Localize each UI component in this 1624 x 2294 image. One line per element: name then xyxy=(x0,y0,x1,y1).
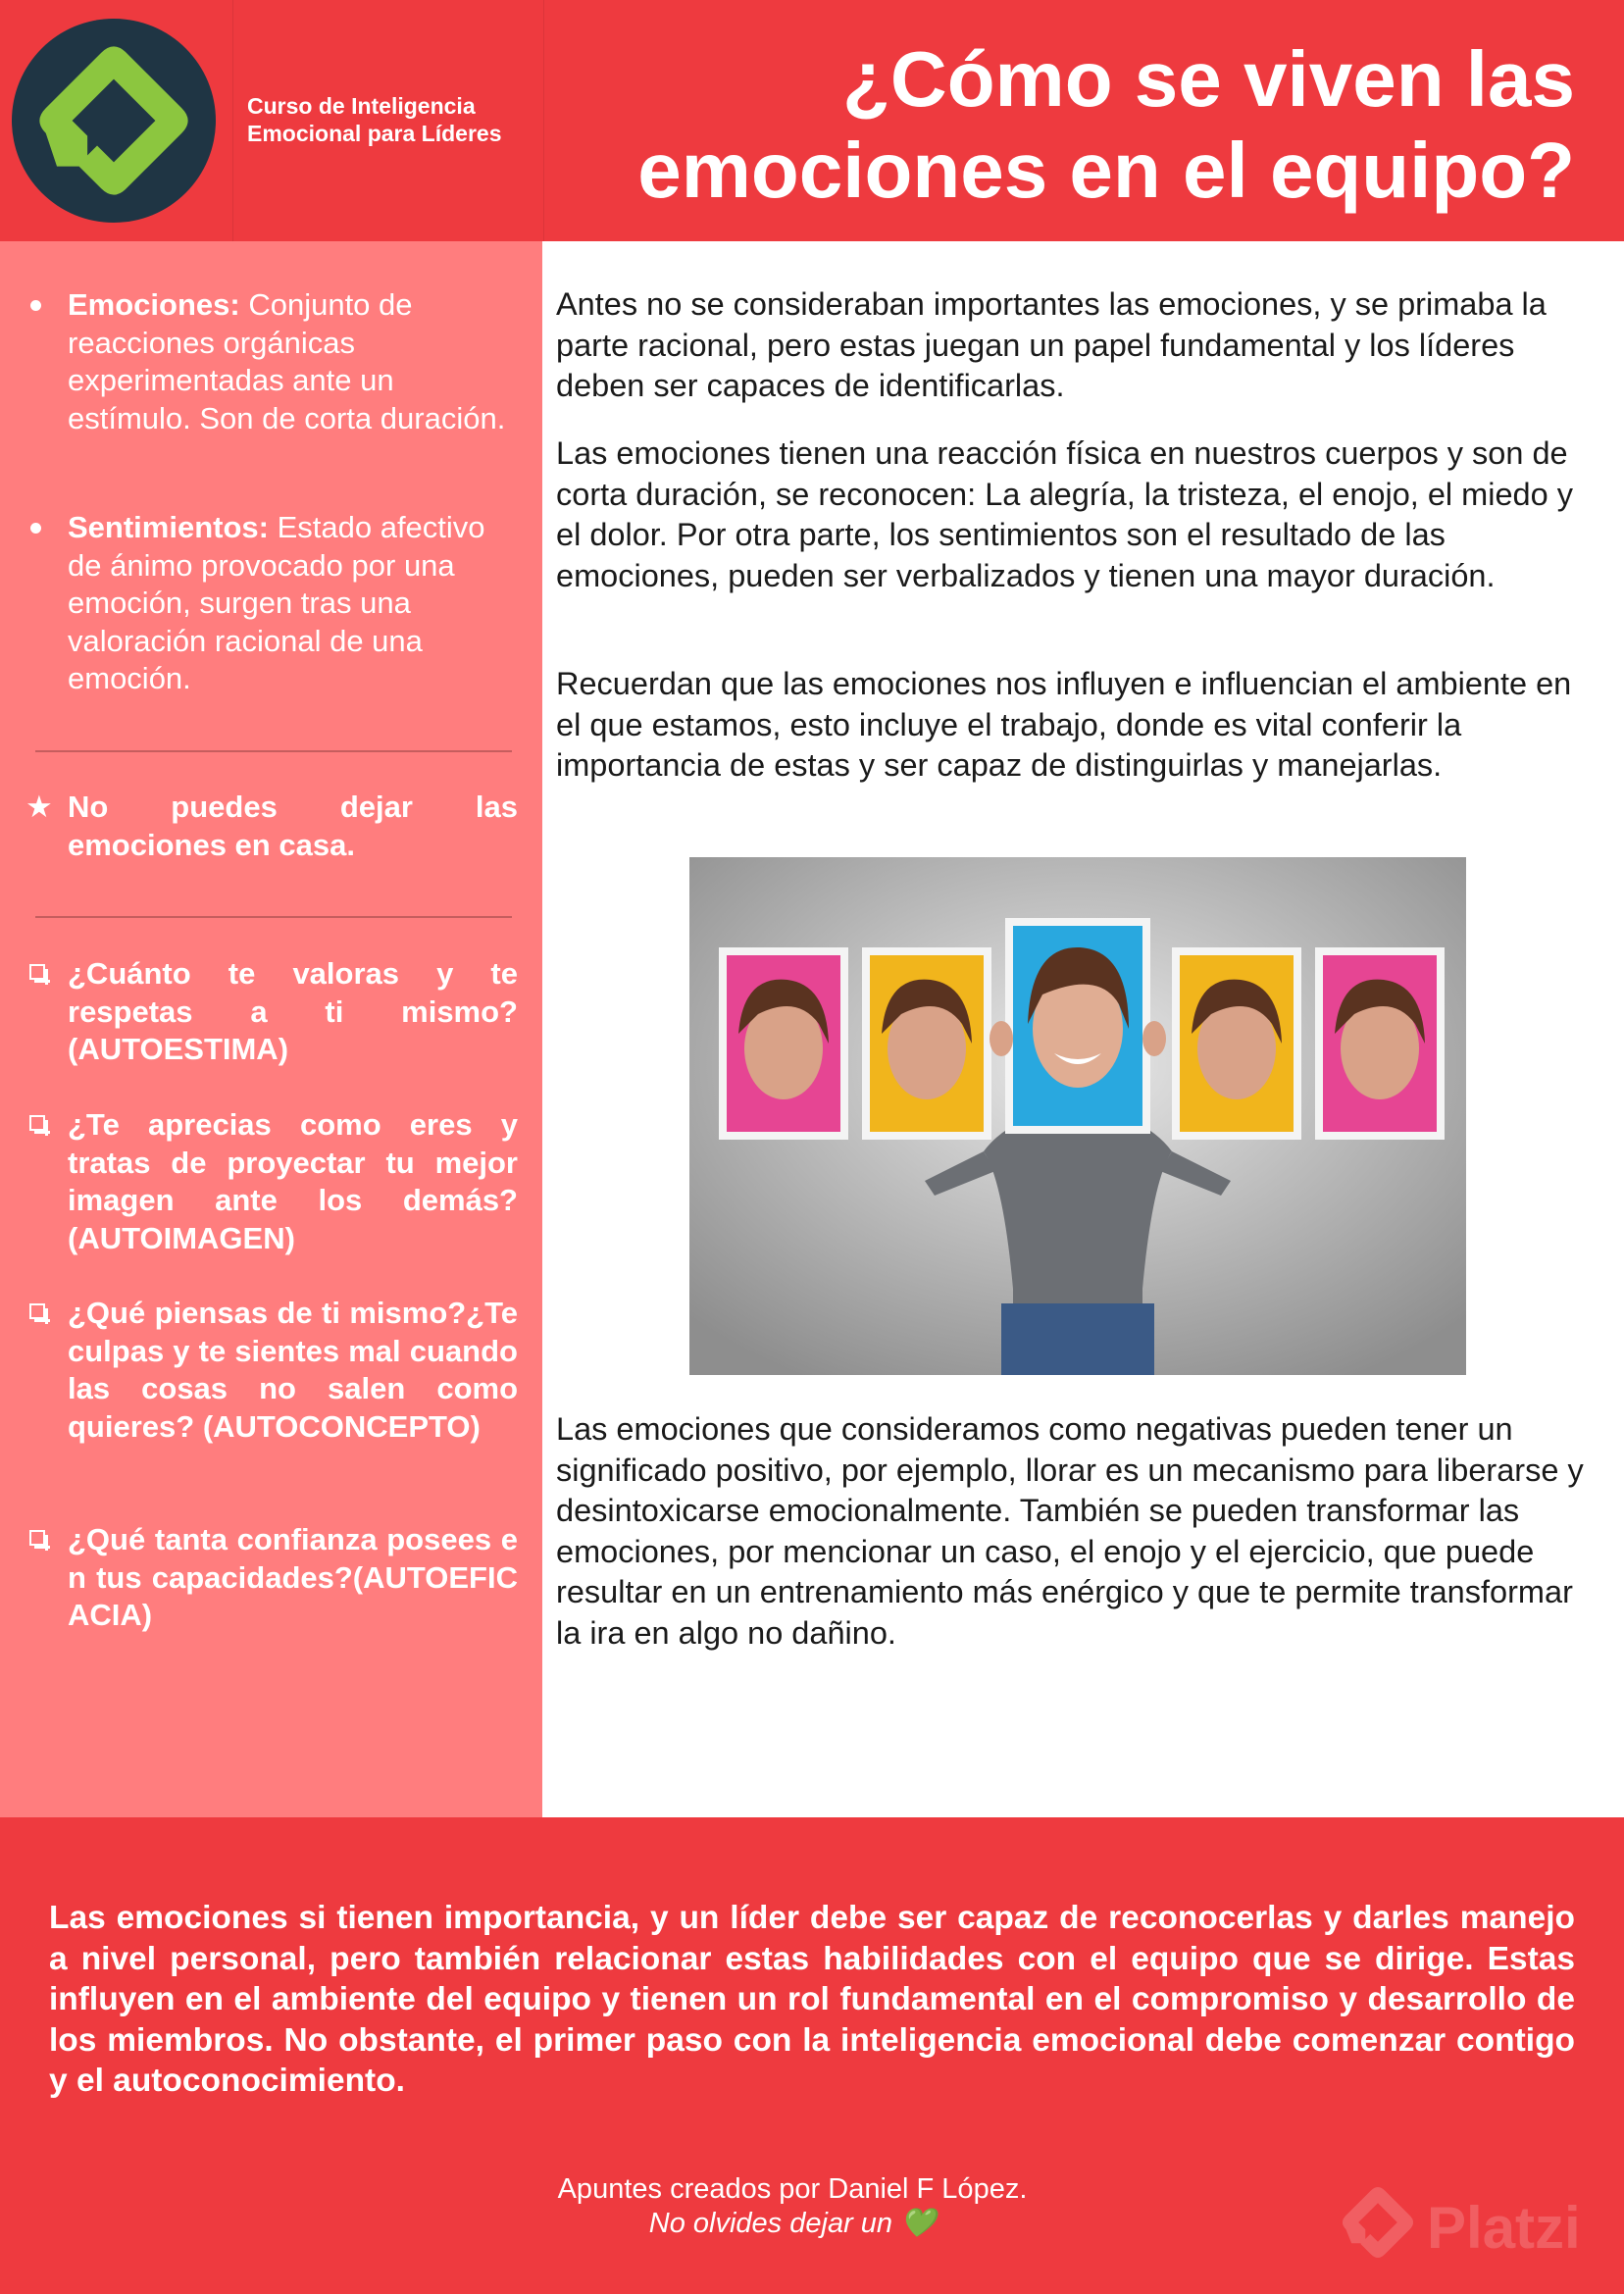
paragraph: Antes no se consideraban importantes las emociones, y se primaba la parte racional, pero estas juegan un papel fundamental y los líderes deben ser capaces de identificarlas. xyxy=(556,286,1547,403)
paragraph: Las emociones tienen una reacción física en nuestros cuerpos y son de corta duración, se reconocen: La alegría, la tristeza, el enojo, el miedo y el dolor. Por otra parte, los sentimientos son el resultado de las emociones, pueden ser verbalizados y tienen una mayor duración. xyxy=(556,435,1573,593)
paragraph: Las emociones que consideramos como negativas pueden tener un significado positivo, por ejemplo, llorar es un mecanismo para liberarse y desintoxicarse emocionalmente. También se pueden transformar las emociones, por mencionar un caso, el enojo y el ejercicio, que puede resultar en un entrenamiento más enérgico y que te permite transformar la ira en algo no dañino. xyxy=(556,1411,1584,1651)
box-bullet-icon xyxy=(29,1303,45,1319)
question-text: ¿Cuánto te valoras y te respetas a ti mismo? (AUTOESTIMA) xyxy=(68,956,518,1066)
box-bullet-icon xyxy=(29,964,45,980)
course-name-line2: Emocional para Líderes xyxy=(247,121,502,146)
star-icon: ★ xyxy=(25,790,53,824)
page-title-line1: ¿Cómo se viven las xyxy=(842,35,1575,123)
question-item xyxy=(25,1521,518,1635)
header-banner xyxy=(0,0,1624,241)
course-name xyxy=(247,92,541,147)
sidebar xyxy=(0,241,542,1817)
question-item xyxy=(25,1106,518,1257)
question-text: ¿Qué tanta confianza posees en tus capacidades?(AUTOEFICACIA) xyxy=(68,1522,518,1632)
watermark-text: Platzi xyxy=(1427,2195,1581,2261)
note-item xyxy=(25,789,518,864)
definition-item xyxy=(25,509,518,698)
section-divider xyxy=(35,916,512,918)
note-text: No puedes dejar las emociones en casa. xyxy=(68,790,518,862)
header-divider xyxy=(232,0,233,241)
definition-term: Emociones: xyxy=(68,287,240,322)
course-name-line1: Curso de Inteligencia xyxy=(247,93,476,119)
footer-banner xyxy=(0,1817,1624,2294)
question-item xyxy=(25,1295,518,1446)
platzi-logo-icon xyxy=(12,19,216,223)
page-title-line2: emociones en el equipo? xyxy=(637,127,1575,214)
definition-text: Conjunto de reacciones orgánicas experimentadas ante un estímulo. Son de corta duración. xyxy=(68,287,506,435)
paragraph: Recuerdan que las emociones nos influyen e influencian el ambiente en el que estamos, esto incluye el trabajo, donde es vital conferir la importancia de estas y ser capaz de distinguirlas y manejarlas. xyxy=(556,666,1572,783)
bullet-dot-icon xyxy=(30,300,41,311)
author-credit: Apuntes creados por Daniel F López. xyxy=(557,2173,1028,2205)
summary-text: Las emociones si tienen importancia, y un líder debe ser capaz de reconocerlas y darles manejo a nivel personal, pero también relacionar estas habilidades con el equipo que se dirige. Estas influyen en el ambiente del equipo y tienen un rol fundamental en el compromiso y desarrollo de los miembros. No obstante, el primer paso con la inteligencia emocional debe comenzar contigo y el autoconocimiento. xyxy=(49,1900,1575,2100)
section-divider xyxy=(35,750,512,752)
definition-term: Sentimientos: xyxy=(68,510,269,544)
bullet-dot-icon xyxy=(30,523,41,534)
emotions-photo xyxy=(689,857,1466,1375)
platzi-watermark-icon xyxy=(1334,2178,1608,2267)
page-title xyxy=(565,33,1575,216)
question-text: ¿Te aprecias como eres y tratas de proyectar tu mejor imagen ante los demás? (AUTOIMAGEN) xyxy=(68,1107,518,1255)
box-bullet-icon xyxy=(29,1115,45,1131)
definition-text: Estado afectivo de ánimo provocado por una emoción, surgen tras una valoración racional de una emoción. xyxy=(68,510,485,695)
box-bullet-icon xyxy=(29,1530,45,1546)
header-divider xyxy=(543,0,544,241)
definition-item xyxy=(25,286,518,437)
question-item xyxy=(25,955,518,1069)
question-text: ¿Qué piensas de ti mismo?¿Te culpas y te sientes mal cuando las cosas no salen como quieres? (AUTOCONCEPTO) xyxy=(68,1296,518,1444)
reminder-text: No olvides dejar un 💚 xyxy=(648,2208,937,2239)
